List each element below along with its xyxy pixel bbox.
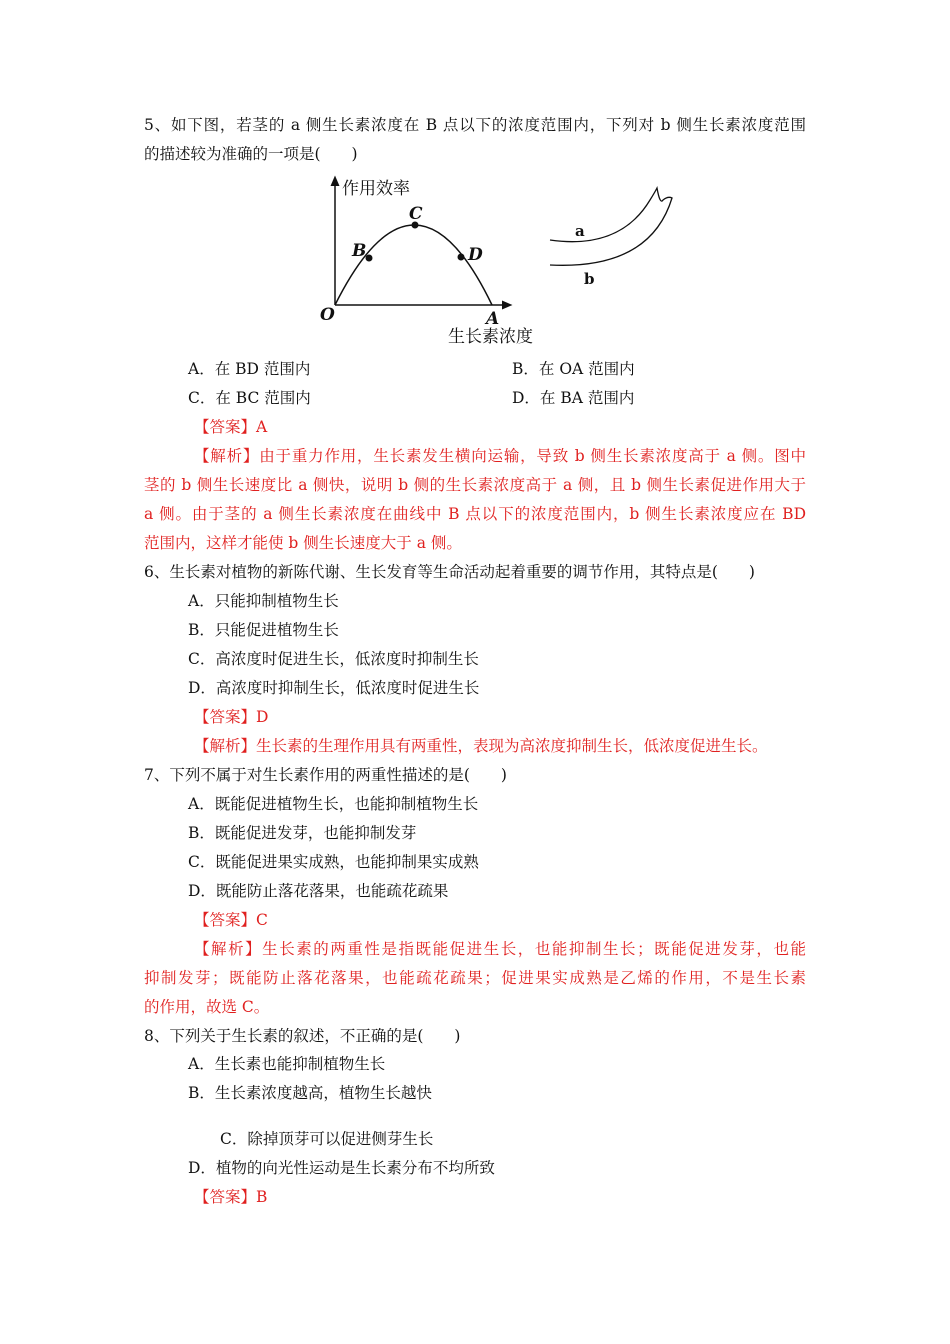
point-b (366, 255, 373, 262)
effect-curve (335, 225, 492, 305)
analysis: a 侧。由于茎的 a 侧生长素浓度在曲线中 B 点以下的浓度范围内，b 侧生长素浓度应在 BD (144, 505, 806, 523)
analysis: 【解析】由于重力作用，生长素发生横向运输，导致 b 侧生长素浓度高于 a 侧。图中 (194, 447, 806, 465)
option-d: D．既能防止落花落果，也能疏花疏果 (188, 882, 449, 900)
answer: 【答案】A (194, 418, 268, 436)
option-d: D．植物的向光性运动是生长素分布不均所致 (188, 1159, 495, 1177)
question-5-stem: 的描述较为准确的一项是( ) (144, 145, 358, 163)
question-7-stem: 7、下列不属于对生长素作用的两重性描述的是( ) (144, 766, 507, 784)
question-8-stem: 8、下列关于生长素的叙述，不正确的是( ) (144, 1027, 461, 1045)
label-a: A (486, 309, 500, 329)
option-a: A．既能促进植物生长，也能抑制植物生长 (188, 795, 479, 813)
auxin-figure (310, 170, 690, 350)
option-b: B．既能促进发芽，也能抑制发芽 (188, 824, 417, 842)
option-d: D．在 BA 范围内 (512, 389, 635, 407)
analysis: 【解析】生长素的生理作用具有两重性，表现为高浓度抑制生长，低浓度促进生长。 (194, 737, 768, 755)
stem-label-a: a (575, 222, 585, 240)
option-c: C．既能促进果实成熟，也能抑制果实成熟 (188, 853, 479, 871)
label-c: C (409, 204, 423, 224)
analysis: 【解析】生长素的两重性是指既能促进生长，也能抑制生长；既能促进发芽，也能 (194, 940, 806, 958)
analysis: 范围内，这样才能使 b 侧生长速度大于 a 侧。 (144, 534, 462, 552)
stem-label-b: b (584, 270, 595, 288)
analysis: 的作用，故选 C。 (144, 998, 270, 1016)
option-a: A．生长素也能抑制植物生长 (188, 1055, 386, 1073)
question-5-stem: 5、如下图，若茎的 a 侧生长素浓度在 B 点以下的浓度范围内，下列对 b 侧生长素浓度范围 (144, 116, 806, 134)
option-c: C．在 BC 范围内 (188, 389, 311, 407)
label-b: B (352, 241, 367, 261)
stem-drawing (550, 188, 672, 265)
option-d: D．高浓度时抑制生长，低浓度时促进生长 (188, 679, 480, 697)
point-d (458, 254, 465, 261)
option-a: A．只能抑制植物生长 (188, 592, 339, 610)
option-b: B．在 OA 范围内 (512, 360, 635, 378)
x-axis-label: 生长素浓度 (448, 327, 533, 347)
analysis: 抑制发芽；既能防止落花落果，也能疏花疏果；促进果实成熟是乙烯的作用，不是生长素 (144, 969, 806, 987)
option-c: C．高浓度时促进生长，低浓度时抑制生长 (188, 650, 479, 668)
question-6-stem: 6、生长素对植物的新陈代谢、生长发育等生命活动起着重要的调节作用，其特点是( ) (144, 563, 755, 581)
option-a: A．在 BD 范围内 (188, 360, 311, 378)
option-b: B．生长素浓度越高，植物生长越快 (188, 1084, 432, 1102)
label-o: O (320, 305, 335, 325)
option-c: C．除掉顶芽可以促进侧芽生长 (220, 1130, 434, 1148)
analysis: 茎的 b 侧生长速度比 a 侧快，说明 b 侧的生长素浓度高于 a 侧，且 b 侧生长素促进作用大于 (144, 476, 806, 494)
answer: 【答案】B (194, 1188, 268, 1206)
option-b: B．只能促进植物生长 (188, 621, 339, 639)
answer: 【答案】D (194, 708, 269, 726)
y-axis-label: 作用效率 (342, 179, 410, 199)
label-d: D (468, 245, 483, 265)
answer: 【答案】C (194, 911, 268, 929)
